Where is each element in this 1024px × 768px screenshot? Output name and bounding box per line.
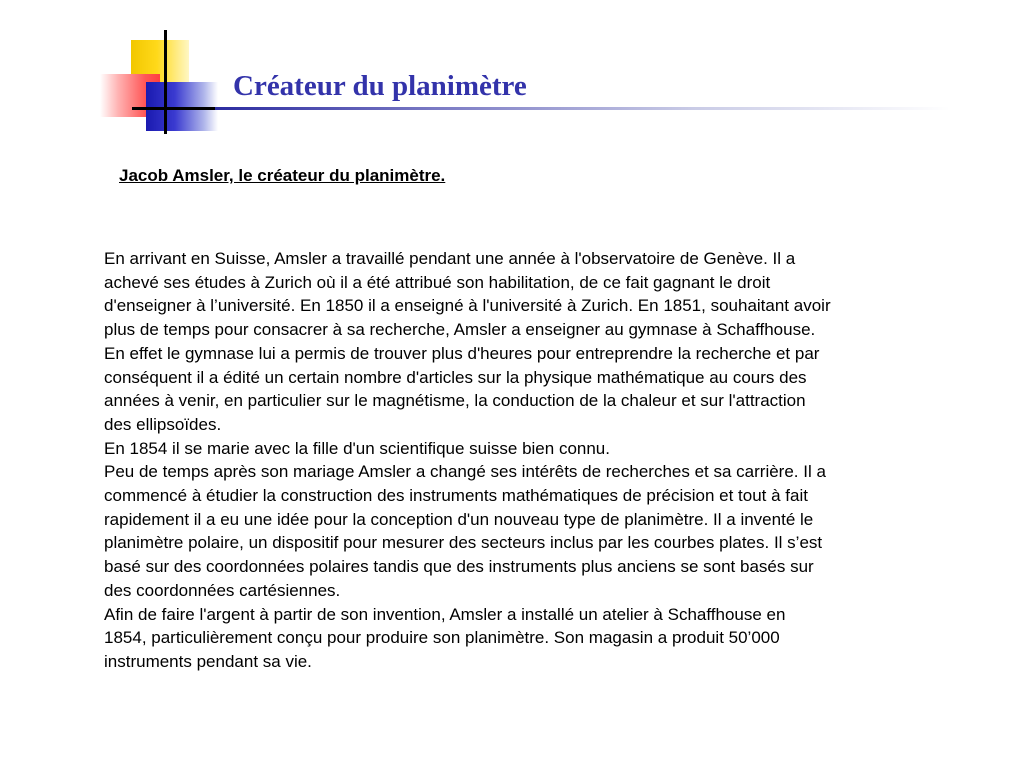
title-underline-rule [215, 107, 950, 110]
vertical-line [164, 30, 167, 134]
text-line: Peu de temps après son mariage Amsler a changé ses intérêts de recherches et sa carrière. Il a [104, 462, 826, 482]
text-line: planimètre polaire, un dispositif pour mesurer des secteurs inclus par les courbes plates. Il s’est [104, 533, 823, 553]
text-line: basé sur des coordonnées polaires tandis que des instruments plus anciens se sont basés sur [104, 557, 814, 577]
text-line: des ellipsoïdes. [104, 414, 222, 434]
text-line: Afin de faire l'argent à partir de son invention, Amsler a installé un atelier à Schaffhouse en [104, 604, 786, 624]
text-line: des coordonnées cartésiennes. [104, 580, 341, 600]
text-line: commencé à étudier la construction des instruments mathématiques de précision et tout à fait [104, 486, 808, 506]
paragraph [104, 437, 964, 461]
slide-subtitle: Jacob Amsler, le créateur du planimètre. [119, 166, 446, 185]
horizontal-line [132, 107, 216, 110]
paragraph [104, 247, 964, 437]
text-line: En 1854 il se marie avec la fille d'un scientifique suisse bien connu. [104, 438, 610, 458]
text-line: instruments pendant sa vie. [104, 651, 312, 671]
text-line: En effet le gymnase lui a permis de trouver plus d'heures pour entreprendre la recherche et par [104, 343, 820, 363]
slide-title: Créateur du planimètre [233, 70, 527, 102]
text-line: achevé ses études à Zurich où il a été attribué son habilitation, de ce fait gagnant le droit [104, 272, 771, 292]
text-line: rapidement il a eu une idée pour la conception d'un nouveau type de planimètre. Il a inventé le [104, 509, 814, 529]
text-line: plus de temps pour consacrer à sa recherche, Amsler a enseigner au gymnase à Schaffhouse. [104, 320, 816, 340]
text-line: En arrivant en Suisse, Amsler a travaillé pendant une année à l'observatoire de Genève. Il a [104, 249, 796, 268]
text-line: conséquent il a édité un certain nombre d'articles sur la physique mathématique au cours des [104, 367, 807, 387]
paragraph [104, 603, 964, 674]
paragraph [104, 460, 964, 602]
text-line: 1854, particulièrement conçu pour produire son planimètre. Son magasin a produit 50’000 [104, 628, 780, 648]
text-line: années à venir, en particulier sur le magnétisme, la conduction de la chaleur et sur l'attraction [104, 391, 806, 411]
body-text [104, 247, 964, 674]
text-line: d'enseigner à l’université. En 1850 il a enseigné à l'université à Zurich. En 1851, souhaitant avoir [104, 296, 831, 316]
slide-logo-squares [0, 0, 230, 140]
